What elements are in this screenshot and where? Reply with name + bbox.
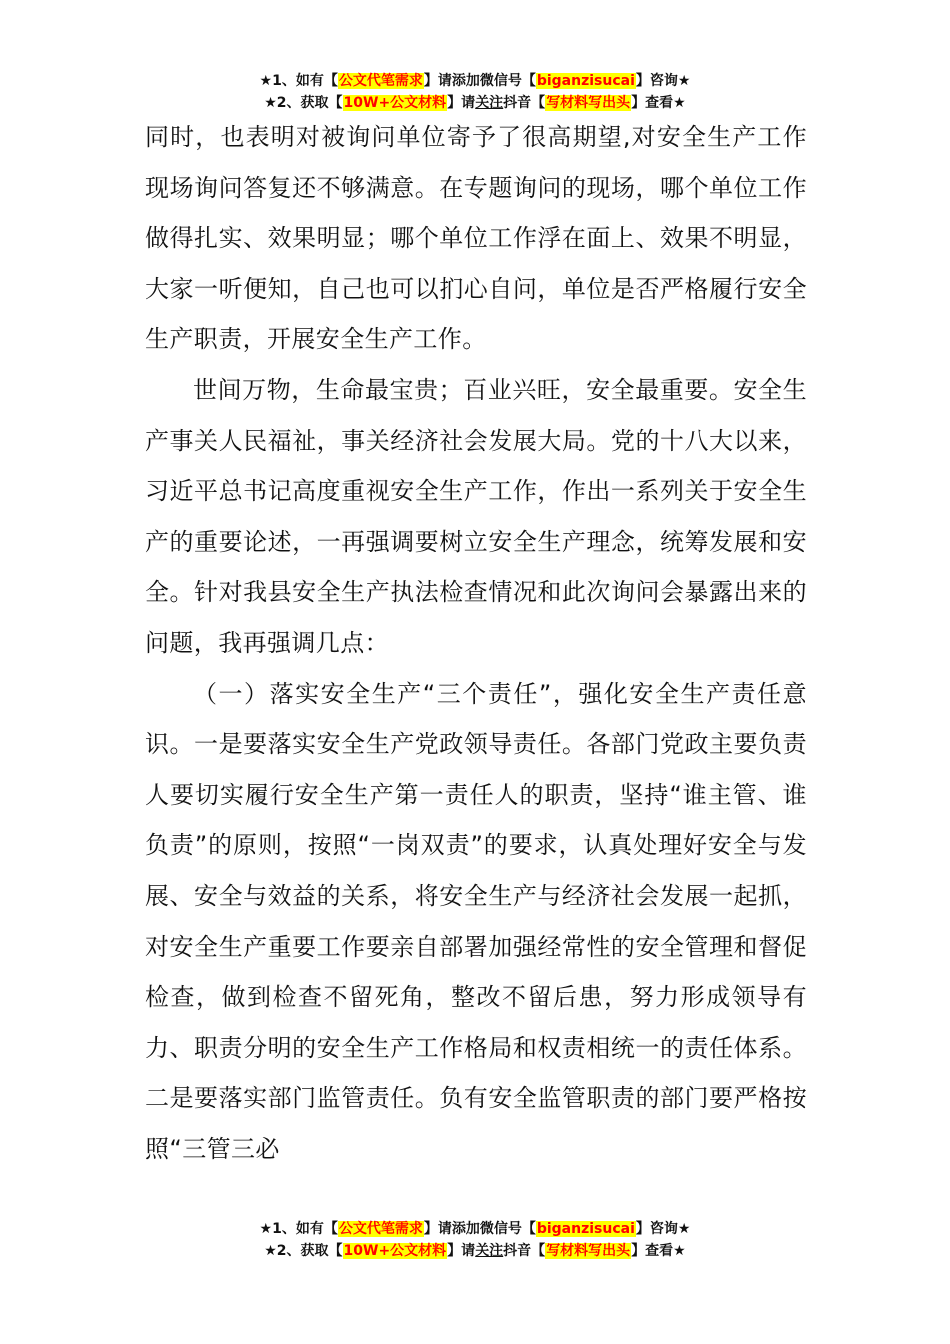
underlined-follow: 关注 [475, 1243, 504, 1259]
header-banner-line-2: ★2、获取【10W+公文材料】请关注抖音【写材料写出头】查看★ [264, 95, 686, 111]
highlight-wechat-id: biganzisucai [536, 73, 635, 89]
footer-banner [0, 1218, 950, 1262]
paragraph-2: 世间万物，生命最宝贵；百业兴旺，安全最重要。安全生产事关人民福祉，事关经济社会发展大局。党的十八大以来，习近平总书记高度重视安全生产工作，作出一系列关于安全生产的重要论述，一再强调要树立安全生产理念，统筹发展和安全。针对我县安全生产执法检查情况和此次询问会暴露出来的问题，我再强调几点： [145, 375, 807, 657]
footer-banner-line-2: ★2、获取【10W+公文材料】请关注抖音【写材料写出头】查看★ [264, 1243, 686, 1259]
paragraph-1: 同时，也表明对被询问单位寄予了很高期望,对安全生产工作现场询问答复还不够满意。在专题询问的现场，哪个单位工作做得扎实、效果明显；哪个单位工作浮在面上、效果不明显，大家一听便知，自己也可以扪心自问，单位是否严格履行安全生产职责，开展安全生产工作。 [145, 123, 807, 354]
footer-banner-line-1: ★1、如有【公文代笔需求】请添加微信号【biganzisucai】咨询★ [259, 1221, 691, 1237]
paragraph-3: （一）落实安全生产“三个责任”，强化安全生产责任意识。一是要落实安全生产党政领导责任。各部门党政主要负责人要切实履行安全生产第一责任人的职责，坚持“谁主管、谁负责”的原则，按照“一岗双责”的要求，认真处理好安全与发展、安全与效益的关系，将安全生产与经济社会发展一起抓，对安全生产重要工作要亲自部署加强经常性的安全管理和督促检查，做到检查不留死角，整改不留后患，努力形成领导有力、职责分明的安全生产工作格局和权责相统一的责任体系。二是要落实部门监管责任。负有安全监管职责的部门要严格按照“三管三必 [145, 679, 807, 1163]
header-banner [0, 70, 950, 114]
underlined-follow: 关注 [475, 95, 504, 111]
highlight-materials: 10W+公文材料 [343, 95, 447, 111]
header-banner-line-1: ★1、如有【公文代笔需求】请添加微信号【biganzisucai】咨询★ [259, 73, 691, 89]
highlight-wechat-id: biganzisucai [536, 1221, 635, 1237]
highlight-service: 公文代笔需求 [338, 73, 423, 89]
highlight-materials: 10W+公文材料 [343, 1243, 447, 1259]
document-body [145, 112, 807, 1174]
highlight-service: 公文代笔需求 [338, 1221, 423, 1237]
highlight-douyin-account: 写材料写出头 [546, 1243, 631, 1259]
highlight-douyin-account: 写材料写出头 [546, 95, 631, 111]
